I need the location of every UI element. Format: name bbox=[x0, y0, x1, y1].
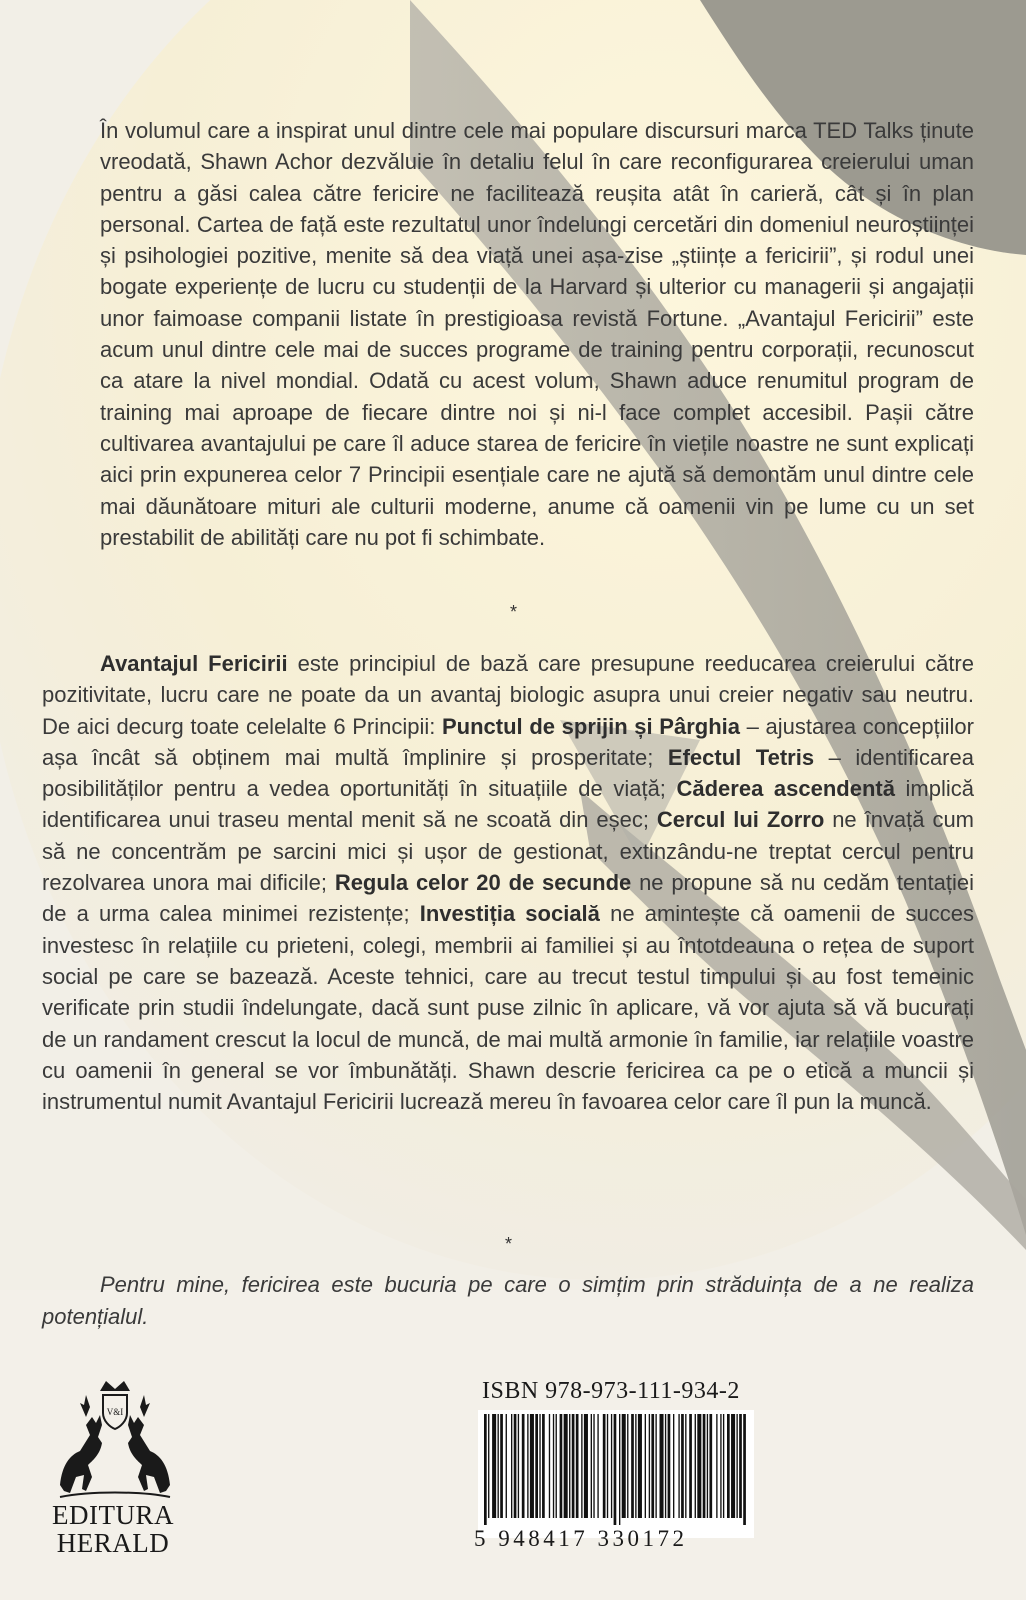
barcode-bar bbox=[707, 1414, 708, 1518]
principles-text-2: – ajustarea concepțiilor așa încât să obținem mai multă împlinire și prosperitate; bbox=[42, 713, 974, 770]
barcode-bar bbox=[530, 1414, 534, 1518]
barcode-bar bbox=[614, 1414, 617, 1525]
isbn-number: ISBN 978-973-111-934-2 bbox=[482, 1378, 740, 1404]
barcode-bar bbox=[556, 1414, 557, 1518]
barcode-bar bbox=[549, 1414, 550, 1518]
section-separator-2: * bbox=[505, 1234, 513, 1254]
barcode-bar bbox=[638, 1414, 642, 1518]
barcode-bar bbox=[569, 1414, 570, 1518]
barcode-bar bbox=[564, 1414, 568, 1518]
barcode-bar bbox=[723, 1414, 724, 1518]
barcode-bar bbox=[660, 1414, 664, 1518]
barcode-bar bbox=[703, 1414, 706, 1518]
barcode-bar bbox=[584, 1414, 588, 1518]
barcode-bar bbox=[522, 1414, 525, 1518]
barcode-bar bbox=[553, 1414, 554, 1518]
barcode-bar bbox=[514, 1414, 517, 1518]
barcode-bar bbox=[542, 1414, 545, 1518]
author-quote: Pentru mine, fericirea este bucuria pe care o simțim prin străduința de a ne realiza potențialul. bbox=[42, 1272, 974, 1329]
barcode-bar bbox=[581, 1414, 582, 1518]
principles-text-7: ne amintește că oamenii de succes investesc în relațiile cu prieteni, colegi, membrii ai familiei și au întotdeauna o rețea de suport social pe care se bazează. Aceste tehnici, care au trecut testul timpului și au fost temeinic verificate prin studii îndelungate, dacă sunt puse zilnic în aplicare, vă vor ajuta să vă bucurați de un randament crescut la locul de muncă, de mai multă armonie în familie, iar relațiile voastre cu oamenii în general se vor îmbunătăți. Shawn descrie fericirea ca pe o etică a muncii și instrumentul numit Avantajul Fericirii lucrează mereu în favoarea celor care îl pun la muncă. bbox=[42, 901, 975, 1115]
ean-digits: 5 948417 330172 bbox=[474, 1526, 688, 1551]
barcode-bar bbox=[535, 1414, 538, 1518]
barcode-bar bbox=[635, 1414, 636, 1518]
principles-text-6: ne propune să nu cedăm tentației de a urma calea minimei rezistențe; bbox=[42, 870, 974, 927]
section-separator: * bbox=[510, 602, 518, 622]
barcode-bar bbox=[685, 1414, 686, 1518]
principles-text-4: implică identificarea unui traseu mental menit să ne scoată din eșec; bbox=[42, 776, 975, 833]
principle-falling-up: Căderea ascendentă bbox=[676, 776, 895, 802]
barcode-bar bbox=[731, 1414, 735, 1518]
barcode-bar bbox=[697, 1414, 701, 1518]
barcode-bar bbox=[689, 1414, 692, 1518]
barcode-bar bbox=[607, 1414, 608, 1518]
barcode-bar bbox=[736, 1414, 737, 1518]
barcode-bar bbox=[665, 1414, 666, 1518]
barcode-bar bbox=[727, 1414, 730, 1518]
barcode-bar bbox=[631, 1414, 634, 1518]
barcode-bar bbox=[649, 1414, 650, 1518]
barcode-bar bbox=[511, 1414, 512, 1518]
principles-text-1: este principiul de bază care presupune reeducarea creierului către pozitivitate, lucru care ne poate da un avantaj biologic asupra unui creier negativ sau neutru. De aici decurg toate celelalte 6 Principii: bbox=[42, 651, 974, 739]
barcode-bar bbox=[622, 1414, 626, 1518]
publisher-name-line-1: EDITURA bbox=[52, 1500, 174, 1530]
principles-text-5: ne învață cum să ne concentrăm pe sarcini mici și ușor de gestionat, extinzându-ne treptat cercul pentru rezolvarea unora mai dificile; bbox=[42, 807, 974, 896]
barcode-bar bbox=[709, 1414, 712, 1518]
principles-paragraph bbox=[42, 648, 974, 1117]
barcode-bar bbox=[498, 1414, 499, 1518]
barcode-bar bbox=[597, 1414, 598, 1518]
description-paragraph: În volumul care a inspirat unul dintre cele mai populare discursuri marca TED Talks ținute vreodată, Shawn Achor dezvăluie în detaliu felul în care reconfigurarea creierului uman pentru a găsi calea către fericire ne facilitează reușita atât în carieră, cât și în plan personal. Cartea de față este rezultatul unor îndelungi cercetări din domeniul neuroștiinței și psihologiei pozitive, menite să dea viață unei așa-zise „științe a fericirii”, și rodul unei bogate experiențe de lucru cu studenții de la Harvard și ulterior cu managerii și angajații unor faimoase companii listate în prestigioasa revistă Fortune. „Avantajul Fericirii” este acum unul dintre cele mai de succes programe de training pentru corporații, recunoscut ca atare la nivel mondial. Odată cu acest volum, Shawn aduce renumitul program de training mai aproape de fiecare dintre noi și ni-l face complet accesibil. Pașii către cultivarea avantajului pe care îl aduce starea de fericire în viețile noastre ne sunt explicați aici prin expunerea celor 7 Principii esențiale care ne ajută să demontăm unul dintre cele mai dăunătoare mituri ale culturii moderne, anume că oamenii vin pe lume cu un set prestabilit de abilități care nu pot fi schimbate. bbox=[100, 118, 974, 550]
barcode-bar bbox=[539, 1414, 540, 1518]
publisher-name-line-2: HERALD bbox=[56, 1528, 170, 1558]
barcode-bar bbox=[484, 1414, 487, 1525]
barcode-bar bbox=[576, 1414, 579, 1518]
barcode-bar bbox=[603, 1414, 606, 1518]
principle-social-investment: Investiția socială bbox=[419, 901, 600, 927]
principle-tetris-effect: Efectul Tetris bbox=[667, 744, 815, 770]
barcode-bar bbox=[720, 1414, 721, 1518]
barcode-bar bbox=[651, 1414, 654, 1518]
barcode-bar bbox=[572, 1414, 575, 1518]
barcode-bar bbox=[619, 1414, 620, 1525]
barcode-bar bbox=[743, 1414, 746, 1525]
principles-text-3: – identificarea posibilităților pentru a vedea oportunități în situațiile de viață; bbox=[42, 744, 974, 802]
barcode-bar bbox=[506, 1414, 507, 1518]
principle-20-second-rule: Regula celor 20 de secunde bbox=[334, 870, 632, 896]
principle-happiness-advantage: Avantajul Fericirii bbox=[100, 651, 288, 676]
barcode-bar bbox=[593, 1414, 594, 1518]
barcode-bar bbox=[673, 1414, 674, 1518]
barcode-bar bbox=[527, 1414, 528, 1518]
barcode-bar bbox=[668, 1414, 671, 1518]
barcode-bar bbox=[627, 1414, 628, 1518]
barcode-bar bbox=[716, 1414, 717, 1518]
barcode-bar bbox=[518, 1414, 519, 1518]
barcode-bar bbox=[611, 1414, 612, 1518]
principle-fulcrum-lever: Punctul de sprijin și Pârghia bbox=[442, 713, 741, 739]
barcode-bar bbox=[678, 1414, 679, 1518]
emblem-text: V&I bbox=[106, 1407, 124, 1417]
barcode-panel bbox=[478, 1410, 754, 1538]
barcode-bar bbox=[739, 1414, 742, 1518]
barcode-icon bbox=[478, 1410, 754, 1525]
barcode-bar bbox=[500, 1414, 503, 1518]
barcode-bar bbox=[560, 1414, 563, 1518]
barcode-bar bbox=[695, 1414, 696, 1518]
barcode-bar bbox=[591, 1414, 592, 1518]
barcode-bar bbox=[488, 1414, 489, 1518]
barcode-bar bbox=[655, 1414, 656, 1518]
principle-zorro-circle: Cercul lui Zorro bbox=[656, 807, 825, 833]
barcode-bar bbox=[492, 1414, 496, 1518]
barcode-bar bbox=[645, 1414, 646, 1518]
barcode-bar bbox=[681, 1414, 684, 1518]
